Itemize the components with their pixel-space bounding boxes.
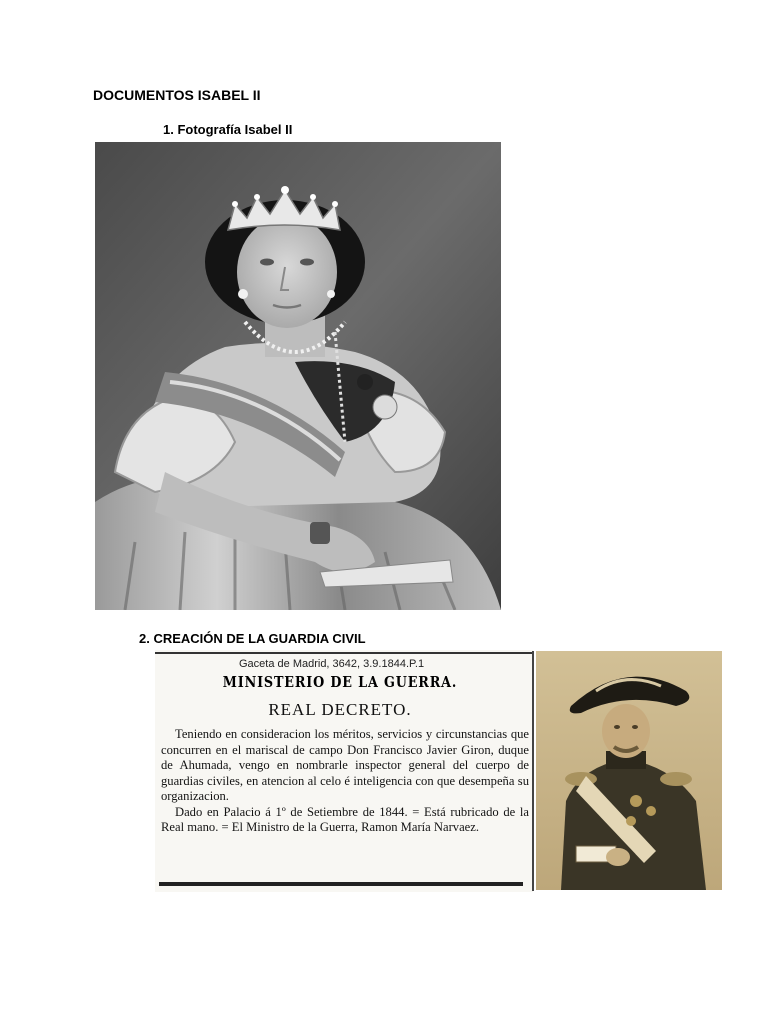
queen-photograph xyxy=(95,142,501,610)
gazette-bottom-rule xyxy=(159,882,523,886)
section-heading-guardia-civil: 2. CREACIÓN DE LA GUARDIA CIVIL xyxy=(139,631,366,646)
gazette-caption: Gaceta de Madrid, 3642, 3.9.1844.P.1 xyxy=(239,658,425,670)
gazette-top-rule xyxy=(155,652,533,654)
gazette-ministry-heading: MINISTERIO DE LA GUERRA. xyxy=(222,673,458,691)
gazette-body xyxy=(161,727,529,836)
gazette-paragraph: Teniendo en consideracion los méritos, servicios y circunstancias que concurren en el mariscal de campo Don Francisco Javier Giron, duque de Ahumada, vengo en nombrarle inspector general del cuerpo de guardias civiles, en atencion al celo é inteligencia con que desempeña su organizacion. xyxy=(161,727,529,803)
gazette-clipping xyxy=(155,650,533,892)
clipping-divider xyxy=(532,651,534,891)
section-heading-photo: 1. Fotografía Isabel II xyxy=(163,122,293,137)
general-portrait xyxy=(536,651,722,890)
gazette-paragraph: Dado en Palacio á 1º de Setiembre de 1844. = Está rubricado de la Real mano. = El Ministro de la Guerra, Ramon María Narvaez. xyxy=(161,804,529,834)
document-title: DOCUMENTOS ISABEL II xyxy=(93,87,261,103)
gazette-decree-title: REAL DECRETO. xyxy=(268,700,412,719)
